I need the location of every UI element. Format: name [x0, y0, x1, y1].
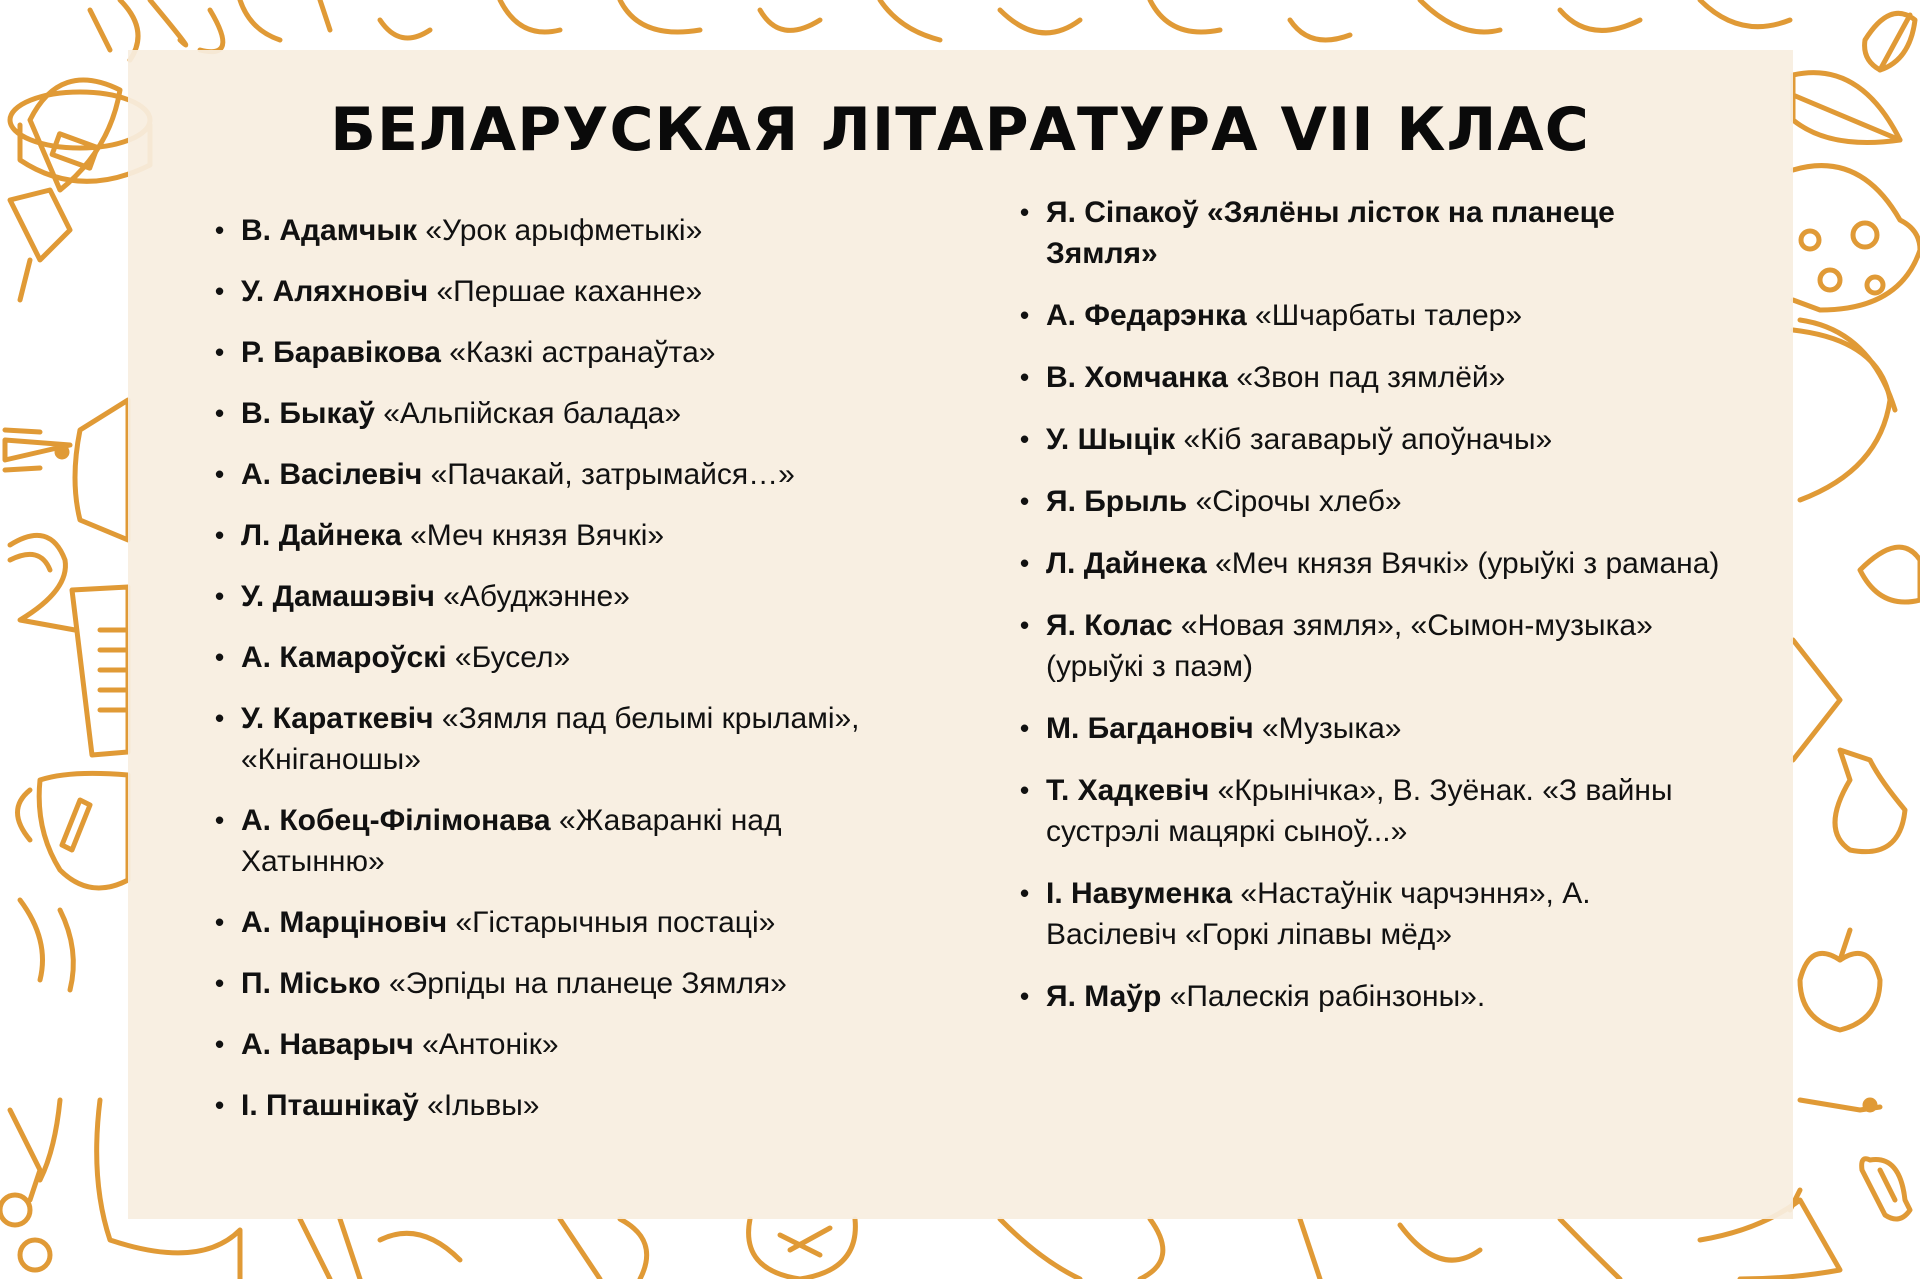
bullet-icon: •: [215, 1090, 225, 1120]
list-item: [1020, 770, 1720, 852]
work-title: «Новая зямля», «Сымон-музыка» (урыўкі з паэм): [1046, 609, 1653, 683]
author-name: Я. Сіпакоў: [1046, 196, 1199, 229]
list-item: [215, 1024, 915, 1065]
author-name: Я. Брыль: [1046, 485, 1188, 518]
bullet-icon: •: [1020, 878, 1030, 908]
list-item: [215, 271, 915, 312]
lightbulb-icon: [749, 1219, 856, 1279]
bullet-icon: •: [215, 703, 225, 733]
author-name: Л. Дайнека: [241, 519, 402, 552]
bullet-icon: •: [1020, 300, 1030, 330]
list-item: [1020, 708, 1720, 749]
work-title: «Антонік»: [422, 1028, 559, 1061]
number-two-doodle: [10, 535, 75, 630]
trophy-cup-one-icon: [18, 773, 129, 990]
author-name: У. Караткевіч: [241, 702, 434, 735]
work-title: «Зялёны лісток на планеце Зямля»: [1046, 196, 1615, 270]
bullet-icon: •: [215, 642, 225, 672]
list-item: [215, 902, 915, 943]
work-title: «Альпійская балада»: [383, 397, 682, 430]
bullet-icon: •: [215, 581, 225, 611]
bullet-icon: •: [1020, 486, 1030, 516]
flask-icon: [1835, 750, 1905, 852]
paint-palette-icon: [1793, 166, 1920, 310]
work-title: «Настаўнік чарчэння», А. Васілевіч «Горкі ліпавы мёд»: [1046, 877, 1591, 951]
list-item: [215, 698, 915, 780]
list-item: [1020, 976, 1720, 1017]
work-title: «Жаваранкі над Хатынню»: [241, 804, 782, 878]
work-title: «Казкі астранаўта»: [449, 336, 716, 369]
work-title: «Звон пад зямлёй»: [1236, 361, 1506, 394]
bullet-icon: •: [215, 459, 225, 489]
author-name: У. Дамашэвіч: [241, 580, 435, 613]
work-title: «Урок арыфметыкі»: [425, 214, 703, 247]
work-title: «Першае каханне»: [436, 275, 703, 308]
author-name: У. Аляхновіч: [241, 275, 429, 308]
bullet-icon: •: [215, 215, 225, 245]
work-title: «Шчарбаты талер»: [1255, 299, 1522, 332]
work-title: «Музыка»: [1261, 712, 1402, 745]
work-title: «Гістарычныя постаці»: [455, 906, 776, 939]
list-item: [1020, 543, 1720, 584]
list-item: [215, 1085, 915, 1126]
list-item: [1020, 192, 1720, 274]
bullet-icon: •: [1020, 424, 1030, 454]
author-name: А. Камароўскі: [241, 641, 447, 674]
author-name: І. Пташнікаў: [241, 1089, 419, 1122]
work-title: «Абуджэнне»: [443, 580, 630, 613]
work-title: «Зямля пад белымі крыламі», «Кніганошы»: [241, 702, 860, 776]
list-item: [1020, 481, 1720, 522]
list-item: [215, 800, 915, 882]
list-item: [1020, 295, 1720, 336]
paper-icon: [72, 587, 128, 755]
list-item: [215, 963, 915, 1004]
author-name: Л. Дайнека: [1046, 547, 1207, 580]
bullet-icon: •: [1020, 713, 1030, 743]
page-title: БЕЛАРУСКАЯ ЛІТАРАТУРА VII КЛАС: [330, 95, 1590, 165]
work-title: «Сірочы хлеб»: [1195, 485, 1402, 518]
work-title: «Крынічка», В. Зуёнак. «З вайны сустрэлі мацяркі сыноў...»: [1046, 774, 1673, 848]
apple-icon: [1800, 930, 1880, 1030]
bullet-icon: •: [215, 276, 225, 306]
author-name: В. Адамчык: [241, 214, 417, 247]
authors-list-left: [215, 210, 915, 1146]
author-name: Р. Баравікова: [241, 336, 441, 369]
author-name: А. Наварыч: [241, 1028, 414, 1061]
author-name: А. Марціновіч: [241, 906, 448, 939]
bullet-icon: •: [215, 907, 225, 937]
author-name: М. Багдановіч: [1046, 712, 1254, 745]
list-item: [1020, 605, 1720, 687]
list-item: [215, 332, 915, 373]
list-item: [215, 393, 915, 434]
author-name: І. Навуменка: [1046, 877, 1233, 910]
author-name: А. Федарэнка: [1046, 299, 1247, 332]
author-name: А. Кобец-Філімонава: [241, 804, 551, 837]
work-title: «Ільвы»: [427, 1089, 540, 1122]
bullet-icon: •: [1020, 775, 1030, 805]
work-title: «Палескія рабінзоны».: [1169, 980, 1486, 1013]
list-item: [1020, 357, 1720, 398]
bullet-icon: •: [215, 968, 225, 998]
paperclip-icon: [1862, 1159, 1910, 1219]
work-title: «Бусел»: [454, 641, 571, 674]
bullet-icon: •: [215, 337, 225, 367]
bullet-icon: •: [1020, 197, 1030, 227]
bullet-icon: •: [1020, 548, 1030, 578]
bullet-icon: •: [1020, 362, 1030, 392]
leaf-icon: [1860, 547, 1920, 602]
pencil-icon: [5, 430, 70, 470]
work-title: «Пачакай, затрымайся…»: [430, 458, 795, 491]
author-name: В. Быкаў: [241, 397, 375, 430]
list-item: [1020, 419, 1720, 460]
list-item: [215, 637, 915, 678]
bullet-icon: •: [1020, 610, 1030, 640]
work-title: «Кіб загаварыў апоўначы»: [1183, 423, 1553, 456]
author-name: А. Васілевіч: [241, 458, 423, 491]
author-name: Т. Хадкевіч: [1046, 774, 1210, 807]
bullet-icon: •: [215, 398, 225, 428]
author-name: Я. Колас: [1046, 609, 1173, 642]
bullet-icon: •: [1020, 981, 1030, 1011]
work-title: «Меч князя Вячкі»: [410, 519, 665, 552]
work-title: «Эрпіды на планеце Зямля»: [388, 967, 787, 1000]
list-item: [215, 576, 915, 617]
list-item: [215, 515, 915, 556]
leaf-icon: [1865, 13, 1915, 70]
list-item: [1020, 873, 1720, 955]
globe-icon: [1793, 320, 1895, 500]
list-item: [215, 210, 915, 251]
bullet-icon: •: [215, 805, 225, 835]
author-name: В. Хомчанка: [1046, 361, 1228, 394]
author-name: Я. Маўр: [1046, 980, 1162, 1013]
author-name: П. Місько: [241, 967, 381, 1000]
authors-list-right: [1020, 192, 1720, 1038]
list-item: [215, 454, 915, 495]
bullet-icon: •: [215, 520, 225, 550]
bullet-icon: •: [215, 1029, 225, 1059]
scissors-icon: [0, 1100, 60, 1270]
work-title: «Меч князя Вячкі» (урыўкі з рамана): [1215, 547, 1720, 580]
author-name: У. Шыцік: [1046, 423, 1176, 456]
